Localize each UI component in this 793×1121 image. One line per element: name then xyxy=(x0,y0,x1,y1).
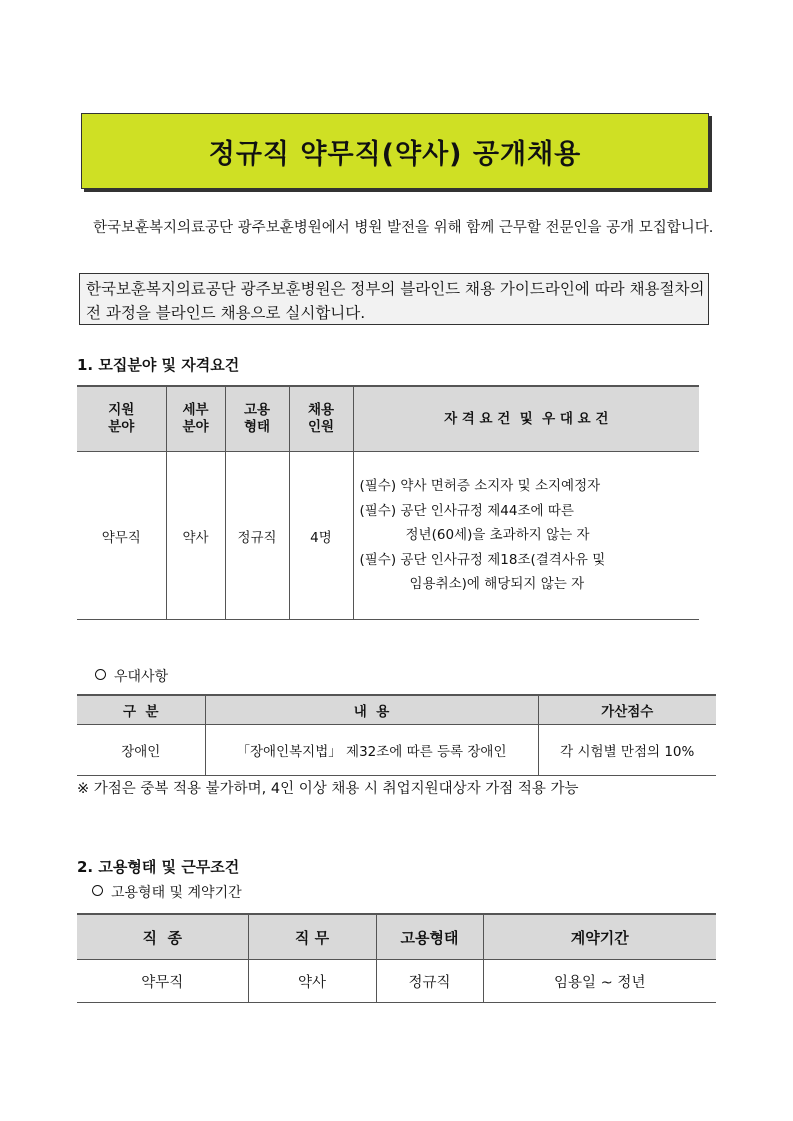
cell-detail: 약사 xyxy=(166,452,225,620)
header-job-type: 직 종 xyxy=(77,914,248,960)
table-header-row xyxy=(77,695,716,725)
header-points: 가산점수 xyxy=(538,695,716,725)
table-header-row xyxy=(77,914,716,960)
cell-contract-period: 임용일 ~ 정년 xyxy=(483,960,716,1003)
cell-requirements xyxy=(353,452,699,620)
req-1: (필수) 약사 면허증 소지자 및 소지예정자 xyxy=(359,478,601,495)
preference-label: 우대사항 xyxy=(114,669,169,685)
header-category: 구 분 xyxy=(77,695,205,725)
header-employment-type: 고용형태 xyxy=(376,914,483,960)
req-3a: (필수) 공단 인사규정 제18조(결격사유 및 xyxy=(359,551,606,568)
section2-heading: 2. 고용형태 및 근무조건 xyxy=(77,858,240,876)
header-contract-period: 계약기간 xyxy=(483,914,716,960)
preference-note: ※ 가점은 중복 적용 불가하며, 4인 이상 채용 시 취업지원대상자 가점 적용 가능 xyxy=(77,781,579,797)
header-duty: 직 무 xyxy=(248,914,376,960)
req-2b: 정년(60세)을 초과하지 않는 자 xyxy=(405,527,590,544)
requirements-table xyxy=(77,385,699,620)
preference-subheading xyxy=(95,666,168,686)
header-detail: 세부 분야 xyxy=(166,386,225,452)
cell-content: 「장애인복지법」 제32조에 따른 등록 장애인 xyxy=(205,725,538,776)
page-title: 정규직 약무직(약사) 공개채용 xyxy=(208,138,582,170)
employment-subheading xyxy=(92,882,242,902)
header-content: 내 용 xyxy=(205,695,538,725)
circle-bullet-icon xyxy=(95,669,106,680)
req-3b: 임용취소)에 해당되지 않는 자 xyxy=(409,576,585,593)
header-count: 채용 인원 xyxy=(289,386,353,452)
header-employment: 고용 형태 xyxy=(225,386,289,452)
header-field: 지원 분야 xyxy=(77,386,166,452)
cell-count: 4명 xyxy=(289,452,353,620)
table-row xyxy=(77,725,716,776)
cell-employment-type: 정규직 xyxy=(376,960,483,1003)
section1-heading: 1. 모집분야 및 자격요건 xyxy=(77,356,240,374)
cell-employment: 정규직 xyxy=(225,452,289,620)
cell-job-type: 약무직 xyxy=(141,974,184,991)
employment-label: 고용형태 및 계약기간 xyxy=(111,885,242,901)
blind-recruitment-notice: 한국보훈복지의료공단 광주보훈병원은 정부의 블라인드 채용 가이드라인에 따라 채용절차의 전 과정을 블라인드 채용으로 실시합니다. xyxy=(79,273,709,325)
title-banner xyxy=(81,113,709,189)
cell-duty: 약사 xyxy=(248,960,376,1003)
req-2a: (필수) 공단 인사규정 제44조에 따른 xyxy=(359,502,574,519)
employment-table xyxy=(77,913,716,1003)
table-header-row xyxy=(77,386,699,452)
cell-category: 장애인 xyxy=(121,744,161,760)
intro-paragraph: 한국보훈복지의료공단 광주보훈병원에서 병원 발전을 위해 함께 근무할 전문인을 공개 모집합니다. xyxy=(93,220,714,236)
preference-table xyxy=(77,694,716,776)
table-row xyxy=(77,452,699,620)
header-requirements: 자 격 요 건 및 우 대 요 건 xyxy=(353,386,699,452)
cell-points: 각 시험별 만점의 10% xyxy=(538,725,716,776)
cell-field: 약무직 xyxy=(101,529,141,546)
table-row xyxy=(77,960,716,1003)
circle-bullet-icon xyxy=(92,885,103,896)
